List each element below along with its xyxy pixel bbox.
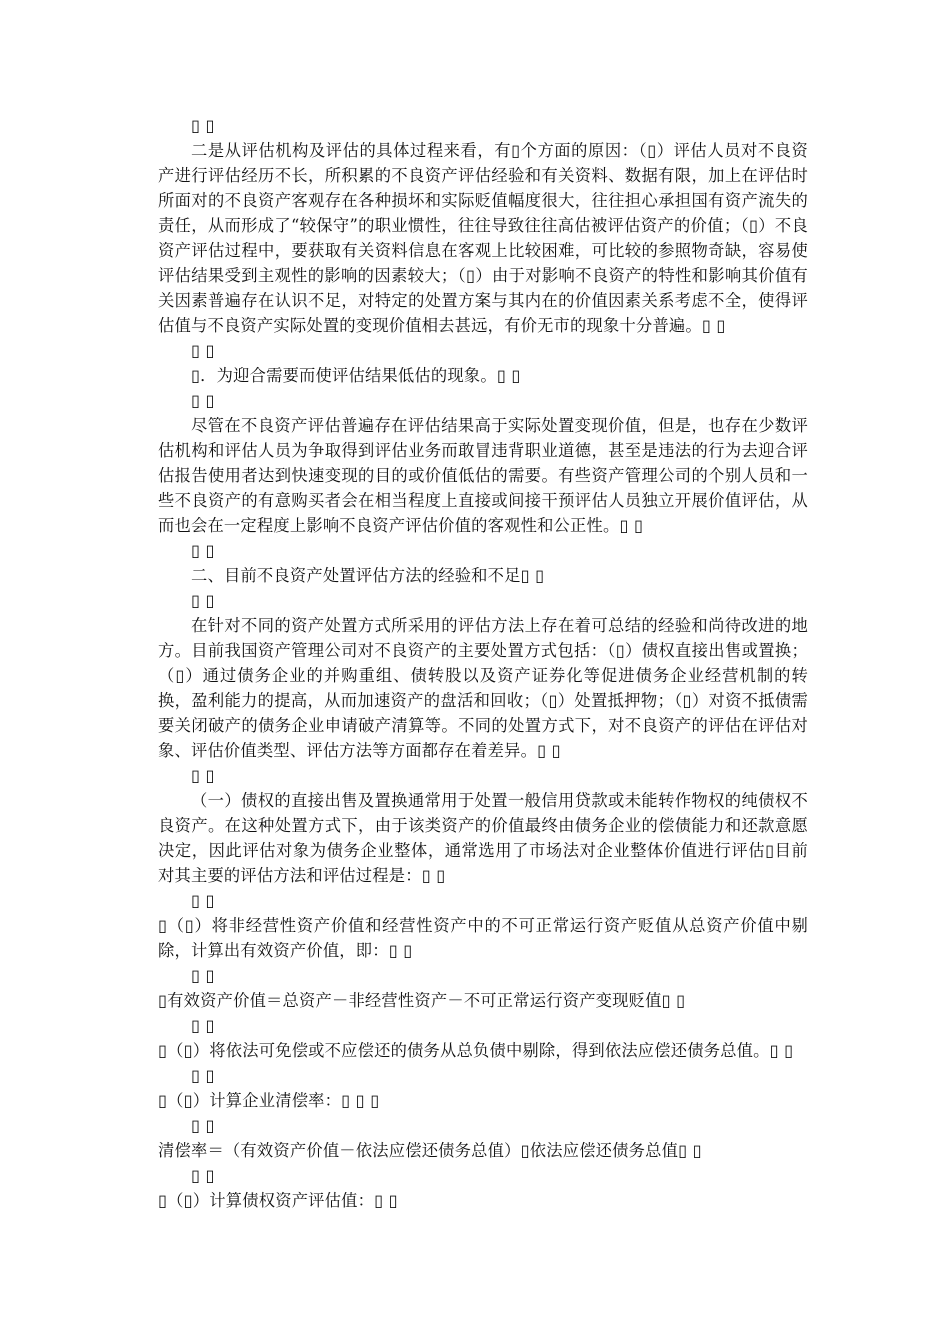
paragraph-heading-underestimate: ▯．为迎合需要而使评估结果低估的现象。▯ ▯ — [191, 366, 521, 385]
spacer-line: ▯ ▯ — [191, 1116, 215, 1135]
spacer-line: ▯ ▯ — [191, 766, 215, 785]
paragraph-step-1: ▯（▯）将非经营性资产价值和经营性资产中的不可正常运行资产贬值从总资产价值中剔除，计算出有效资产价值，即：▯ ▯ — [158, 916, 808, 960]
spacer-line: ▯ ▯ — [191, 341, 215, 360]
spacer-line: ▯ ▯ — [191, 891, 215, 910]
document-body — [158, 113, 808, 1213]
paragraph-direct-sale: （一）债权的直接出售及置换通常用于处置一般信用贷款或未能转作物权的纯债权不良资产。在这种处置方式下，由于该类资产的价值最终由债务企业的偿债能力和还款意愿决定，因此评估对象为债务企业整体，通常选用了市场法对企业整体价值进行评估▯目前对其主要的评估方法和评估过程是：▯ ▯ — [158, 791, 808, 885]
spacer-line: ▯ ▯ — [191, 1016, 215, 1035]
spacer-line: ▯ ▯ — [191, 591, 215, 610]
paragraph-disposal-methods: 在针对不同的资产处置方式所采用的评估方法上存在着可总结的经验和尚待改进的地方。目前我国资产管理公司对不良资产的主要处置方式包括：（▯）债权直接出售或置换；（▯）通过债务企业的并购重组、债转股以及资产证券化等促进债务企业经营机制的转换，盈利能力的提高，从而加速资产的盘活和回收；（▯）处置抵押物；（▯）对资不抵债需要关闭破产的债务企业申请破产清算等。不同的处置方式下，对不良资产的评估在评估对象、评估价值类型、评估方法等方面都存在着差异。▯ ▯ — [158, 616, 808, 760]
spacer-line: ▯ ▯ — [191, 116, 215, 135]
paragraph-evaluation-reasons: 二是从评估机构及评估的具体过程来看，有▯个方面的原因：（▯）评估人员对不良资产进行评估经历不长，所积累的不良资产评估经验和有关资料、数据有限，加上在评估时所面对的不良资产客观存在各种损坏和实际贬值幅度很大，往往担心承担国有资产流失的责任，从而形成了“较保守”的职业惯性，往往导致往往高估被评估资产的价值；（▯）不良资产评估过程中，要获取有关资料信息在客观上比较困难，可比较的参照物奇缺，容易使评估结果受到主观性的影响的因素较大；（▯）由于对影响不良资产的特性和影响其价值有关因素普遍存在认识不足，对特定的处置方案与其内在的价值因素关系考虑不全，使得评估值与不良资产实际处置的变现价值相去甚远，有价无市的现象十分普遍。▯ ▯ — [158, 141, 808, 335]
paragraph-underestimate-detail: 尽管在不良资产评估普遍存在评估结果高于实际处置变现价值，但是，也存在少数评估机构和评估人员为争取得到评估业务而敢冒违背职业道德，甚至是违法的行为去迎合评估报告使用者达到快速变现的目的或价值低估的需要。有些资产管理公司的个别人员和一些不良资产的有意购买者会在相当程度上直接或间接干预评估人员独立开展价值评估，从而也会在一定程度上影响不良资产评估价值的客观性和公正性。▯ ▯ — [158, 416, 808, 535]
paragraph-step-2: ▯（▯）将依法可免偿或不应偿还的债务从总负债中剔除，得到依法应偿还债务总值。▯ ▯ — [158, 1041, 794, 1060]
formula-repayment-rate: 清偿率＝（有效资产价值－依法应偿还债务总值）▯依法应偿还债务总值▯ ▯ — [158, 1141, 702, 1160]
section-heading-experience: 二、目前不良资产处置评估方法的经验和不足▯ ▯ — [191, 566, 545, 585]
spacer-line: ▯ ▯ — [191, 391, 215, 410]
spacer-line: ▯ ▯ — [191, 1166, 215, 1185]
spacer-line: ▯ ▯ — [191, 966, 215, 985]
formula-effective-assets: ▯有效资产价值＝总资产－非经营性资产－不可正常运行资产变现贬值▯ ▯ — [158, 991, 686, 1010]
spacer-line: ▯ ▯ — [191, 1066, 215, 1085]
spacer-line: ▯ ▯ — [191, 541, 215, 560]
paragraph-step-3: ▯（▯）计算企业清偿率：▯ ▯ ▯ — [158, 1091, 380, 1110]
paragraph-step-4: ▯（▯）计算债权资产评估值：▯ ▯ — [158, 1191, 398, 1210]
